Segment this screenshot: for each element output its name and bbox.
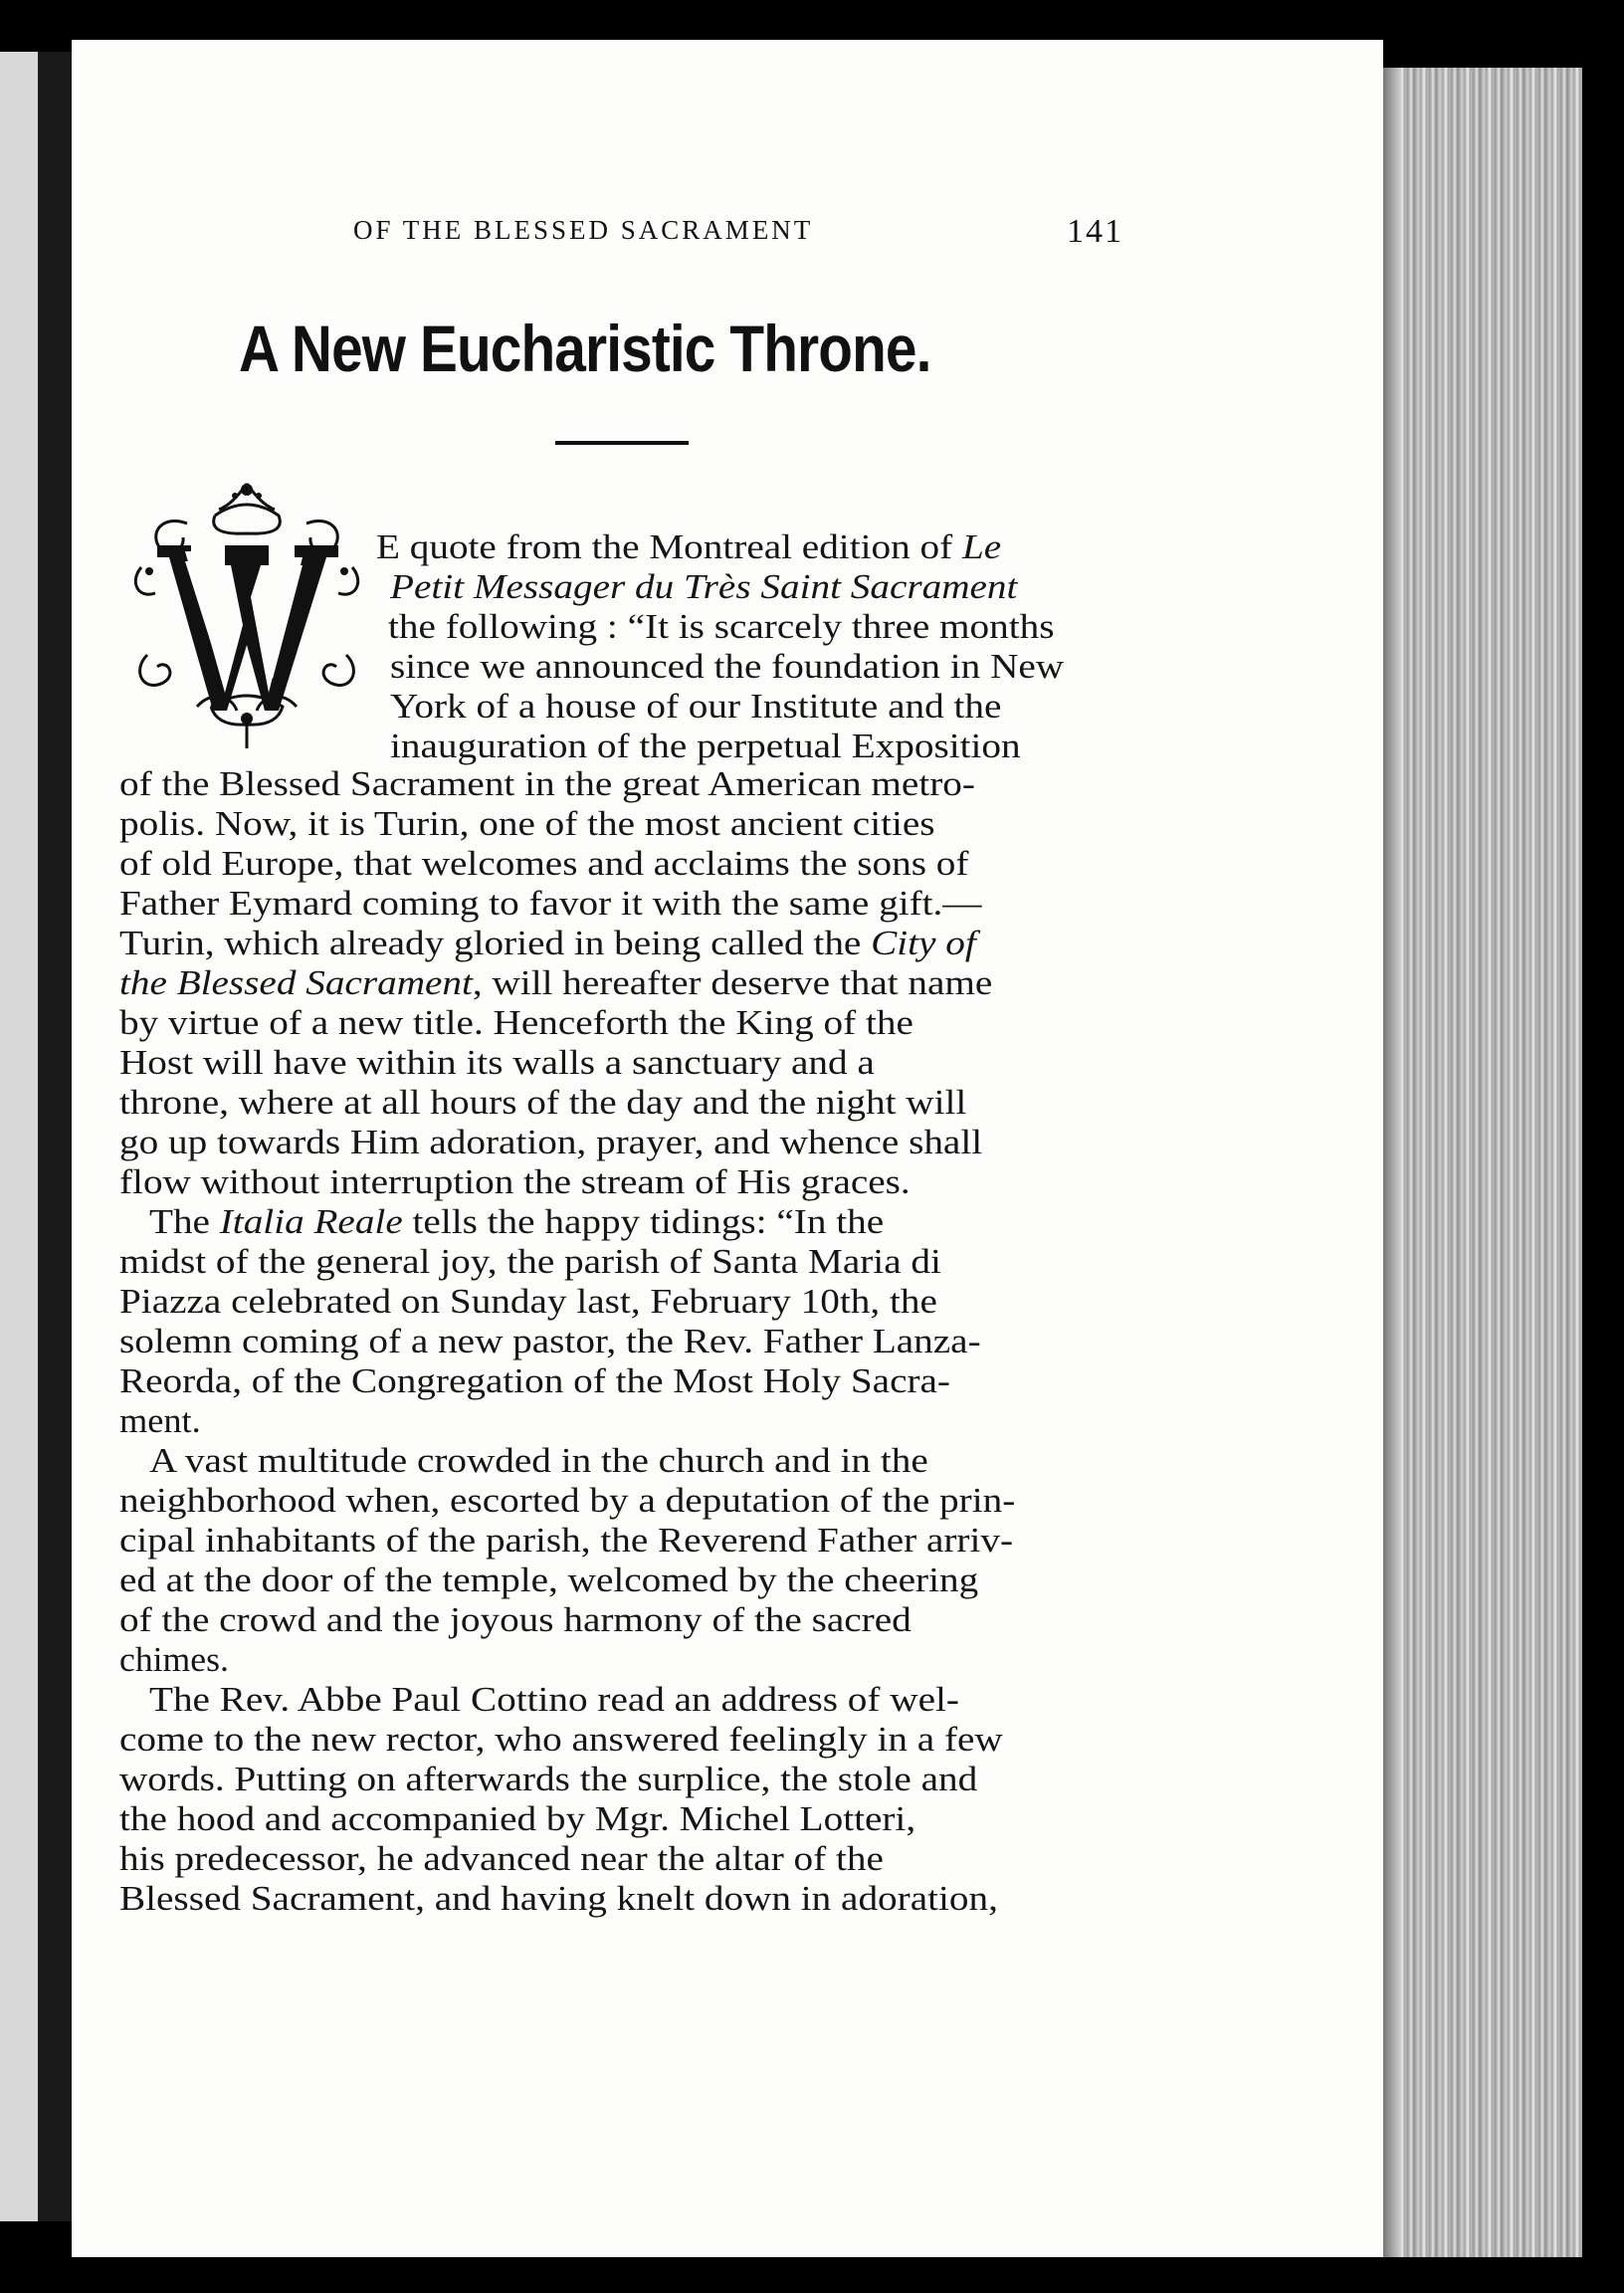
text-run: A vast multitude crowded in the church and in the: [149, 1441, 928, 1480]
text-line: [390, 649, 1064, 684]
italic-run: Petit Messager du Très Saint Sacrament: [390, 567, 1018, 606]
text-line: [376, 529, 1001, 564]
text-run: Father Eymard coming to favor it with the same gift.—: [119, 884, 982, 923]
text-line: [119, 1164, 911, 1199]
text-run: Reorda, of the Congregation of the Most Holy Sacra-: [119, 1361, 950, 1400]
text-run: polis. Now, it is Turin, one of the most ancient cities: [119, 804, 935, 843]
text-line: [119, 1045, 875, 1080]
text-run: since we announced the foundation in New: [390, 647, 1065, 686]
text-run: words. Putting on afterwards the surplice, the stole and: [119, 1760, 978, 1798]
text-run: E quote from the Montreal edition of: [376, 527, 962, 566]
text-line: [119, 886, 982, 921]
running-head: OF THE BLESSED SACRAMENT: [353, 215, 814, 245]
text-run: ed at the door of the temple, welcomed by the cheering: [119, 1561, 979, 1599]
text-line: [119, 1642, 229, 1677]
text-line: [119, 1523, 1013, 1558]
text-run: solemn coming of a new pastor, the Rev. Father Lanza-: [119, 1322, 981, 1360]
text-run: the hood and accompanied by Mgr. Michel Lotteri,: [119, 1799, 916, 1838]
text-line: [119, 846, 968, 881]
book-gutter: [38, 52, 72, 2221]
text-line: [390, 689, 1001, 724]
text-line: [119, 1881, 998, 1916]
text-run: go up towards Him adoration, prayer, and whence shall: [119, 1123, 983, 1161]
text-line: [119, 766, 975, 801]
text-line: [119, 1005, 914, 1040]
text-run: York of a house of our Institute and the: [390, 687, 1002, 726]
text-run: tells the happy tidings: “In the: [402, 1202, 885, 1241]
text-run: , will hereafter deserve that name: [472, 963, 993, 1002]
text-run: throne, where at all hours of the day and the night will: [119, 1083, 967, 1122]
text-line: [119, 1801, 915, 1836]
page-edge-shadow: [1383, 68, 1401, 2257]
text-run: inauguration of the perpetual Exposition: [390, 727, 1021, 765]
text-line: [119, 1324, 981, 1358]
facing-page-edge: [0, 52, 38, 2221]
text-run: of the crowd and the joyous harmony of the sacred: [119, 1600, 912, 1639]
text-run: of old Europe, that welcomes and acclaims the sons of: [119, 844, 969, 883]
italic-run: Italia Reale: [219, 1202, 403, 1241]
text-run: Turin, which already gloried in being called the: [119, 924, 872, 962]
page-edges: [1383, 68, 1582, 2257]
page-number: 141: [1067, 213, 1123, 250]
text-line: [119, 1125, 982, 1159]
text-line: [119, 1085, 966, 1120]
italic-run: City of: [871, 924, 976, 962]
text-run: Blessed Sacrament, and having knelt down in adoration,: [119, 1879, 998, 1918]
text-run: chimes.: [119, 1640, 229, 1679]
text-line: [390, 569, 1017, 604]
text-run: The: [149, 1202, 220, 1241]
article-title: A New Eucharistic Throne.: [239, 312, 931, 385]
text-line: [119, 1244, 941, 1279]
italic-run: Le: [961, 527, 1002, 566]
italic-run: the Blessed Sacrament: [119, 963, 473, 1002]
text-run: midst of the general joy, the parish of Santa Maria di: [119, 1242, 941, 1281]
text-run: of the Blessed Sacrament in the great American metro-: [119, 764, 975, 803]
text-line: [119, 806, 935, 841]
text-run: by virtue of a new title. Henceforth the King of the: [119, 1003, 914, 1042]
text-run: the following : “It is scarcely three months: [388, 607, 1055, 646]
text-run: ment.: [119, 1401, 201, 1440]
text-run: flow without interruption the stream of His graces.: [119, 1162, 911, 1201]
text-line: [119, 1483, 1015, 1518]
title-rule: [555, 441, 689, 445]
text-run: Host will have within its walls a sanctuary and a: [119, 1043, 875, 1082]
text-line: [119, 1363, 950, 1398]
text-run: neighborhood when, escorted by a deputation of the prin-: [119, 1481, 1016, 1520]
text-run: cipal inhabitants of the parish, the Reverend Father arriv-: [119, 1521, 1014, 1560]
text-line: [119, 1762, 977, 1796]
text-line: [119, 965, 992, 1000]
text-run: his predecessor, he advanced near the altar of the: [119, 1839, 884, 1878]
text-line: [119, 1284, 937, 1319]
text-line: [119, 1403, 201, 1438]
text-line: [119, 1563, 978, 1597]
text-line: [119, 1602, 912, 1637]
text-run: Piazza celebrated on Sunday last, February 10th, the: [119, 1282, 937, 1321]
text-line: [119, 1722, 1003, 1757]
text-run: come to the new rector, who answered feelingly in a few: [119, 1720, 1003, 1759]
text-line: [119, 926, 976, 960]
ornate-drop-cap-icon: [127, 476, 366, 752]
text-line: [390, 729, 1021, 763]
text-run: The Rev. Abbe Paul Cottino read an address of wel-: [149, 1680, 959, 1719]
text-line: [149, 1682, 959, 1717]
text-line: [119, 1841, 884, 1876]
text-line: [388, 609, 1054, 644]
text-line: [149, 1443, 928, 1478]
text-line: [149, 1204, 884, 1239]
